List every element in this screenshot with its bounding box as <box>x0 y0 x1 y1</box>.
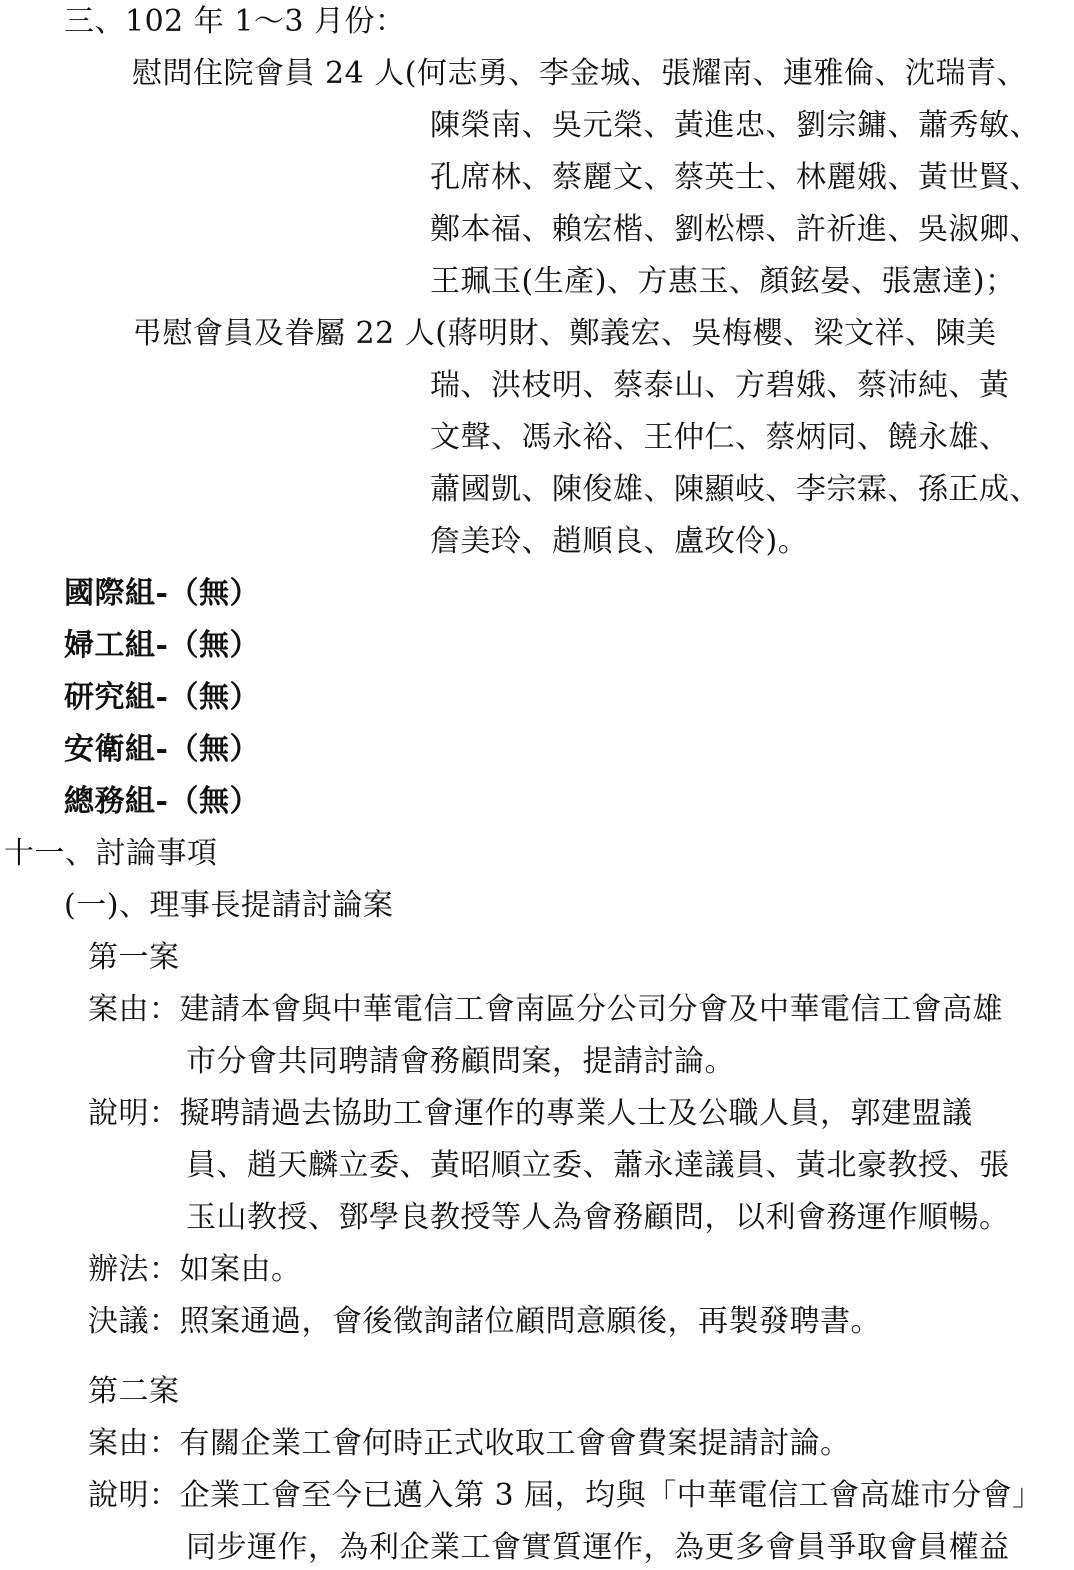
case-2-reason: 案由：有關企業工會何時正式收取工會會費案提請討論。 <box>88 1426 851 1461</box>
case-2-title: 第二案 <box>88 1374 180 1409</box>
visit-hospitalized-line-1: 慰問住院會員 24 人(何志勇、李金城、張耀南、連雅倫、沈瑞青、 <box>132 56 1027 91</box>
case-1-explanation-line-2: 員、趙天麟立委、黃昭順立委、蕭永達議員、黃北豪教授、張 <box>186 1148 1010 1183</box>
condolence-line-1: 弔慰會員及眷屬 22 人(蔣明財、鄭義宏、吳梅櫻、梁文祥、陳美 <box>132 316 997 351</box>
condolence-line-5: 詹美玲、趙順良、盧玫伶)。 <box>430 524 809 559</box>
case-1-reason-line-1: 案由：建請本會與中華電信工會南區分公司分會及中華電信工會高雄 <box>88 992 1003 1027</box>
section-11-subheading: (一)、理事長提請討論案 <box>64 888 394 923</box>
case-1-explanation-line-1: 說明：擬聘請過去協助工會運作的專業人士及公職人員，郭建盟議 <box>88 1096 973 1131</box>
section-11-heading: 十一、討論事項 <box>4 836 218 871</box>
condolence-line-2: 瑞、洪枝明、蔡泰山、方碧娥、蔡沛純、黃 <box>430 368 1010 403</box>
case-1-explanation-line-3: 玉山教授、鄧學良教授等人為會務顧問，以利會務運作順暢。 <box>186 1200 1010 1235</box>
condolence-line-3: 文聲、馮永裕、王仲仁、蔡炳同、饒永雄、 <box>430 420 1010 455</box>
condolence-line-4: 蕭國凱、陳俊雄、陳顯岐、李宗霖、孫正成、 <box>430 472 1040 507</box>
case-1-method: 辦法：如案由。 <box>88 1252 302 1287</box>
group-safety: 安衛組-（無） <box>64 732 260 767</box>
visit-hospitalized-line-5: 王珮玉(生產)、方惠玉、顏鉉晏、張憲達)； <box>430 264 1016 299</box>
group-research: 研究組-（無） <box>64 680 260 715</box>
visit-hospitalized-line-4: 鄭本福、賴宏楷、劉松標、許祈進、吳淑卿、 <box>430 212 1040 247</box>
case-2-explanation-line-2: 同步運作，為利企業工會實質運作，為更多會員爭取會員權益 <box>186 1530 1010 1565</box>
case-2-explanation-line-1: 說明：企業工會至今已邁入第 3 屆，均與「中華電信工會高雄市分會」 <box>88 1478 1043 1513</box>
case-1-resolution: 決議：照案通過，會後徵詢諸位顧問意願後，再製發聘書。 <box>88 1304 881 1339</box>
section-3-heading: 三、102 年 1～3 月份： <box>64 4 406 39</box>
group-general-affairs: 總務組-（無） <box>64 784 260 819</box>
group-women: 婦工組-（無） <box>64 628 260 663</box>
group-international: 國際組-（無） <box>64 576 260 611</box>
visit-hospitalized-line-3: 孔席林、蔡麗文、蔡英士、林麗娥、黃世賢、 <box>430 160 1040 195</box>
visit-hospitalized-line-2: 陳榮南、吳元榮、黃進忠、劉宗鏞、蕭秀敏、 <box>430 108 1040 143</box>
case-1-reason-line-2: 市分會共同聘請會務顧問案，提請討論。 <box>186 1044 735 1079</box>
case-1-title: 第一案 <box>88 940 180 975</box>
